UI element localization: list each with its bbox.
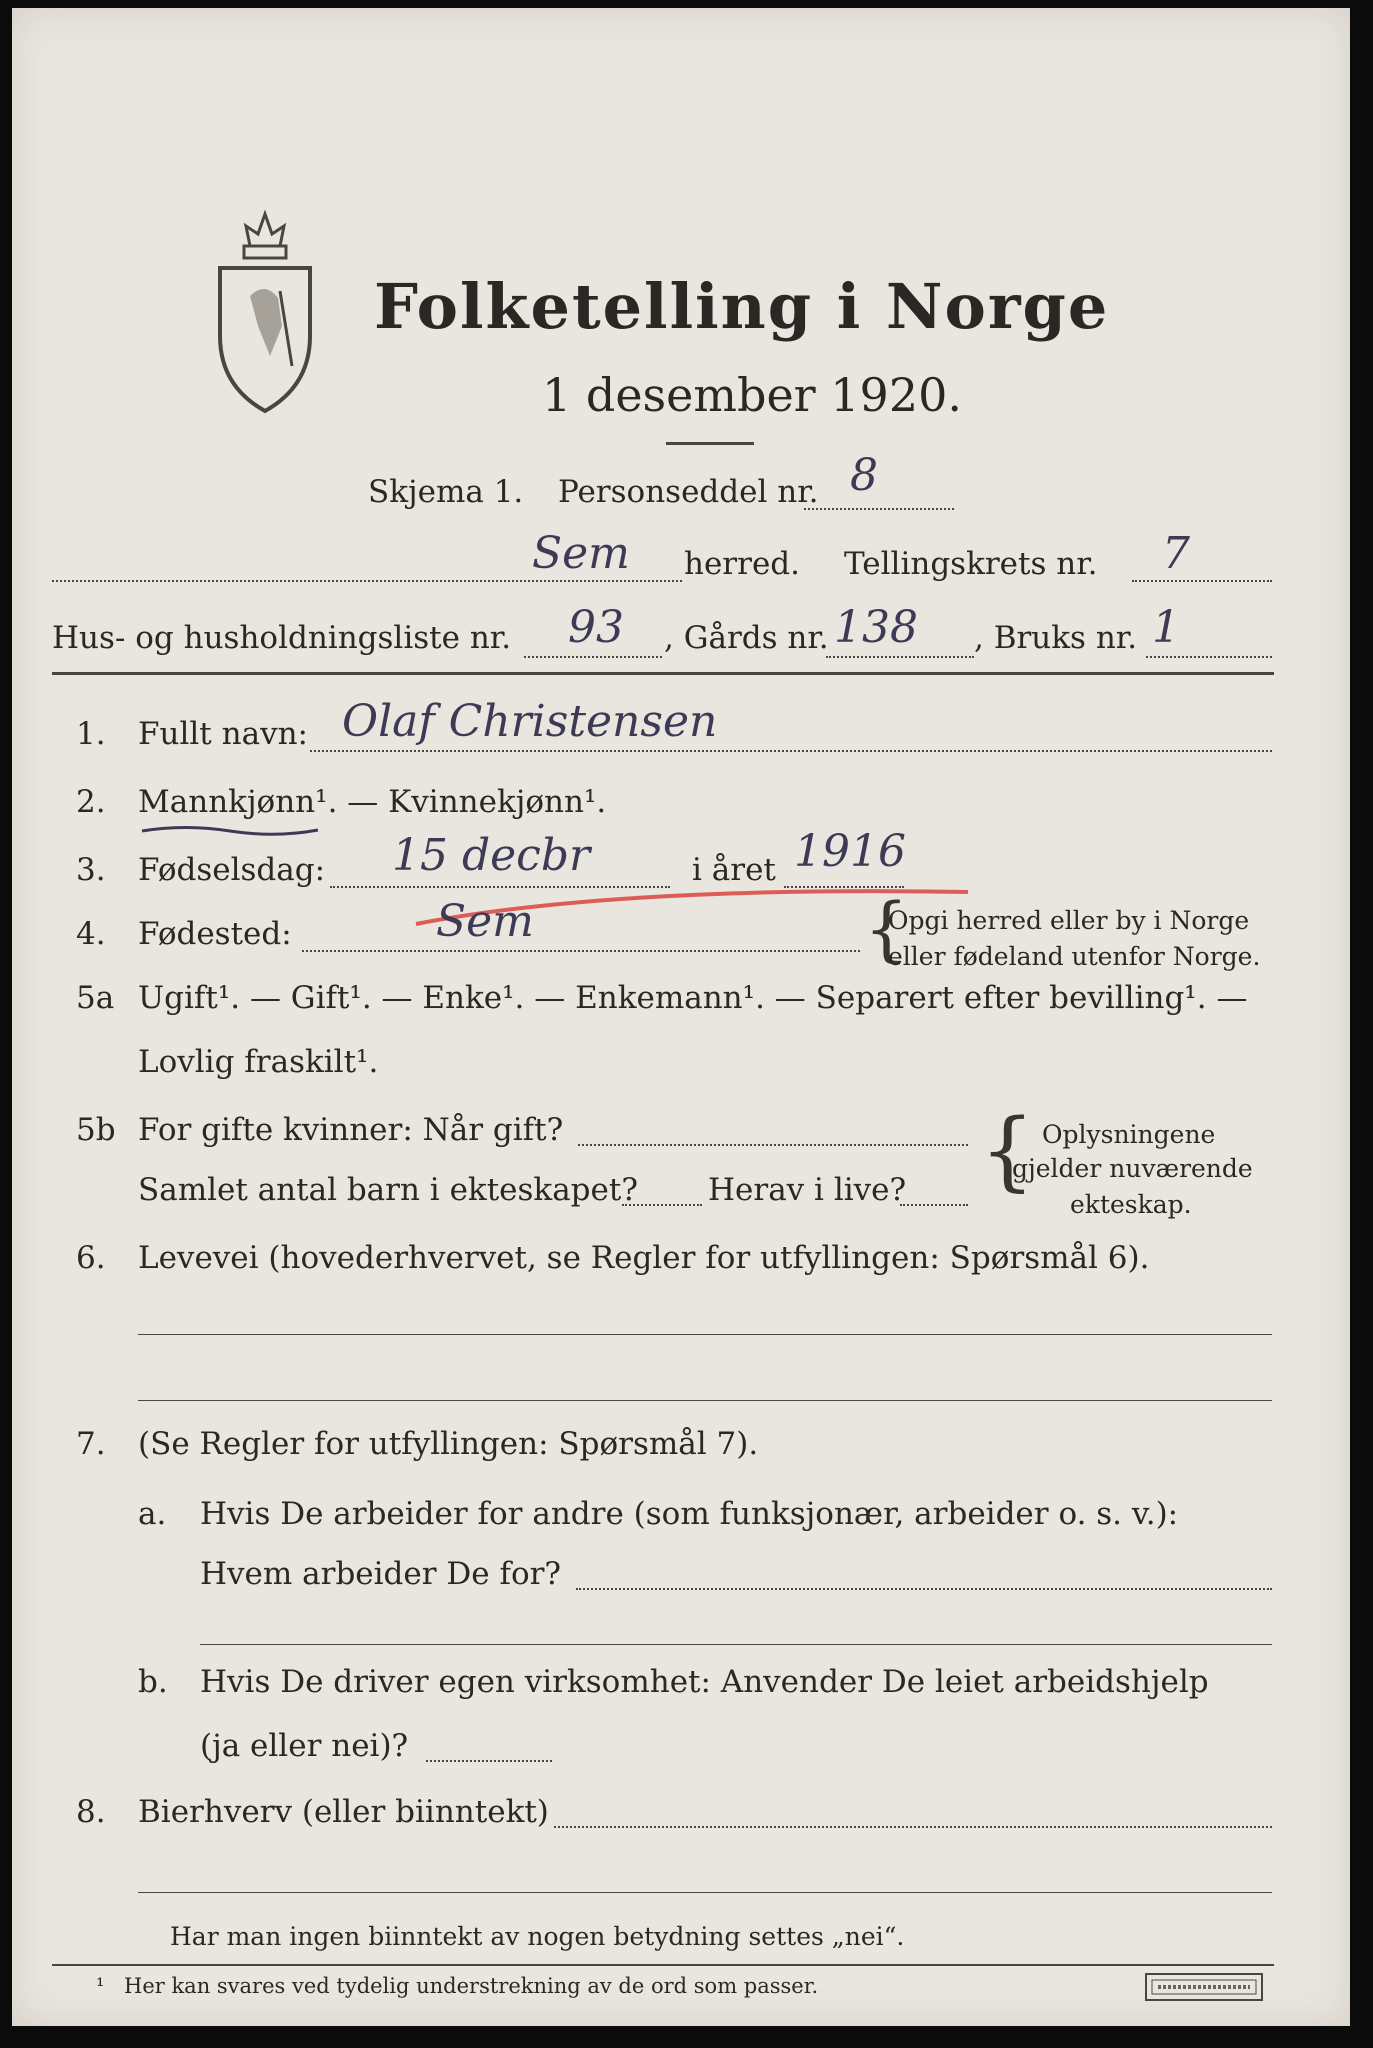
birthplace-brace: { — [864, 888, 909, 970]
footer-note: Har man ingen biinntekt av nogen betydning settes „nei“. — [170, 1922, 905, 1951]
bruks-field[interactable] — [1146, 656, 1272, 658]
mannkjonn-handwritten-underline — [140, 824, 320, 838]
header-divider — [52, 672, 1274, 675]
q6-label: Levevei (hovederhvervet, se Regler for utfyllingen: Spørsmål 6). — [138, 1240, 1150, 1276]
gender-options: Mannkjønn¹. — Kvinnekjønn¹. — [138, 784, 607, 820]
q5b-number: 5b — [76, 1112, 116, 1148]
q7b-label-2: (ja eller nei)? — [200, 1728, 409, 1764]
herred-label: herred. — [684, 546, 800, 582]
q7b-label: Hvis De driver egen virksomhet: Anvender De leiet arbeidshjelp — [200, 1664, 1209, 1700]
husholdningsliste-value: 93 — [568, 602, 624, 653]
q1-label: Fullt navn: — [138, 716, 308, 752]
bruks-value: 1 — [1152, 602, 1180, 653]
footnote-number: ¹ — [96, 1974, 105, 1998]
skjema-label: Skjema 1. — [368, 474, 524, 510]
form-title: Folketelling i Norge — [374, 270, 1110, 343]
gards-label: , Gårds nr. — [664, 620, 829, 656]
gards-field[interactable] — [826, 656, 974, 658]
birthplace-note-1: Opgi herred eller by i Norge — [888, 906, 1250, 935]
tellingskrets-value: 7 — [1162, 528, 1190, 579]
full-name-field[interactable] — [310, 750, 1272, 752]
side-income-field[interactable] — [554, 1826, 1272, 1828]
married-date-field[interactable] — [578, 1144, 968, 1146]
q7b-number: b. — [138, 1664, 168, 1700]
q7-number: 7. — [76, 1426, 106, 1462]
q8-number: 8. — [76, 1794, 106, 1830]
marriage-note-1: Oplysningene — [1042, 1120, 1216, 1149]
birthplace-note-2: eller fødeland utenfor Norge. — [888, 942, 1261, 971]
footnote-text: Her kan svares ved tydelig understrekning av de ord som passer. — [124, 1974, 819, 1998]
employer-line-2[interactable] — [200, 1644, 1272, 1645]
coat-of-arms-icon — [210, 206, 320, 416]
census-form-sheet — [12, 8, 1350, 2026]
employer-field[interactable] — [576, 1588, 1272, 1590]
children-count-field[interactable] — [622, 1204, 702, 1206]
side-income-line-2[interactable] — [138, 1892, 1272, 1893]
husholdningsliste-label: Hus- og husholdningsliste nr. — [52, 620, 512, 656]
marital-status-options-2: Lovlig fraskilt¹. — [138, 1044, 379, 1080]
marriage-brace: { — [980, 1101, 1035, 1201]
husholdningsliste-field[interactable] — [524, 656, 662, 658]
birth-year-label: i året — [692, 852, 776, 888]
q5b-label-3: Herav i live? — [708, 1172, 907, 1208]
q1-number: 1. — [76, 716, 106, 752]
personseddel-field[interactable] — [804, 508, 954, 510]
tellingskrets-field[interactable] — [1132, 580, 1272, 582]
full-name-value: Olaf Christensen — [342, 696, 718, 747]
personseddel-label: Personseddel nr. — [558, 474, 819, 510]
gards-value: 138 — [834, 602, 918, 653]
q4-number: 4. — [76, 916, 106, 952]
q6-number: 6. — [76, 1240, 106, 1276]
q2-number: 2. — [76, 784, 106, 820]
q4-label: Fødested: — [138, 916, 292, 952]
herred-value: Sem — [532, 528, 630, 579]
q7a-number: a. — [138, 1496, 167, 1532]
birthday-value: 15 decbr — [392, 830, 591, 881]
occupation-line-1[interactable] — [138, 1334, 1272, 1335]
title-divider — [666, 442, 754, 445]
q7a-label: Hvis De arbeider for andre (som funksjonær, arbeider o. s. v.): — [200, 1496, 1179, 1532]
tellingskrets-label: Tellingskrets nr. — [844, 546, 1098, 582]
q7-label: (Se Regler for utfyllingen: Spørsmål 7). — [138, 1426, 759, 1462]
q7a-label-2: Hvem arbeider De for? — [200, 1556, 562, 1592]
q8-label: Bierhverv (eller biinntekt) — [138, 1794, 549, 1830]
occupation-line-2[interactable] — [138, 1400, 1272, 1401]
footer-divider — [52, 1964, 1274, 1966]
bruks-label: , Bruks nr. — [974, 620, 1138, 656]
marital-status-options: Ugift¹. — Gift¹. — Enke¹. — Enkemann¹. — Separert efter bevilling¹. — — [138, 980, 1248, 1016]
q3-number: 3. — [76, 852, 106, 888]
hired-help-field[interactable] — [426, 1760, 552, 1762]
children-alive-field[interactable] — [900, 1204, 968, 1206]
q5b-label: For gifte kvinner: Når gift? — [138, 1112, 564, 1148]
marriage-note-2: gjelder nuværende — [1012, 1154, 1253, 1183]
birthplace-field[interactable] — [302, 950, 860, 952]
birth-year-value: 1916 — [794, 826, 906, 877]
printer-stamp-icon — [1144, 1972, 1264, 2002]
birthplace-value: Sem — [436, 896, 534, 947]
q5a-number: 5a — [76, 980, 115, 1016]
census-date: 1 desember 1920. — [542, 368, 962, 422]
personseddel-value: 8 — [850, 450, 878, 501]
q5b-label-2: Samlet antal barn i ekteskapet? — [138, 1172, 638, 1208]
q3-label: Fødselsdag: — [138, 852, 326, 888]
marriage-note-3: ekteskap. — [1070, 1190, 1192, 1219]
herred-field[interactable] — [52, 580, 682, 582]
